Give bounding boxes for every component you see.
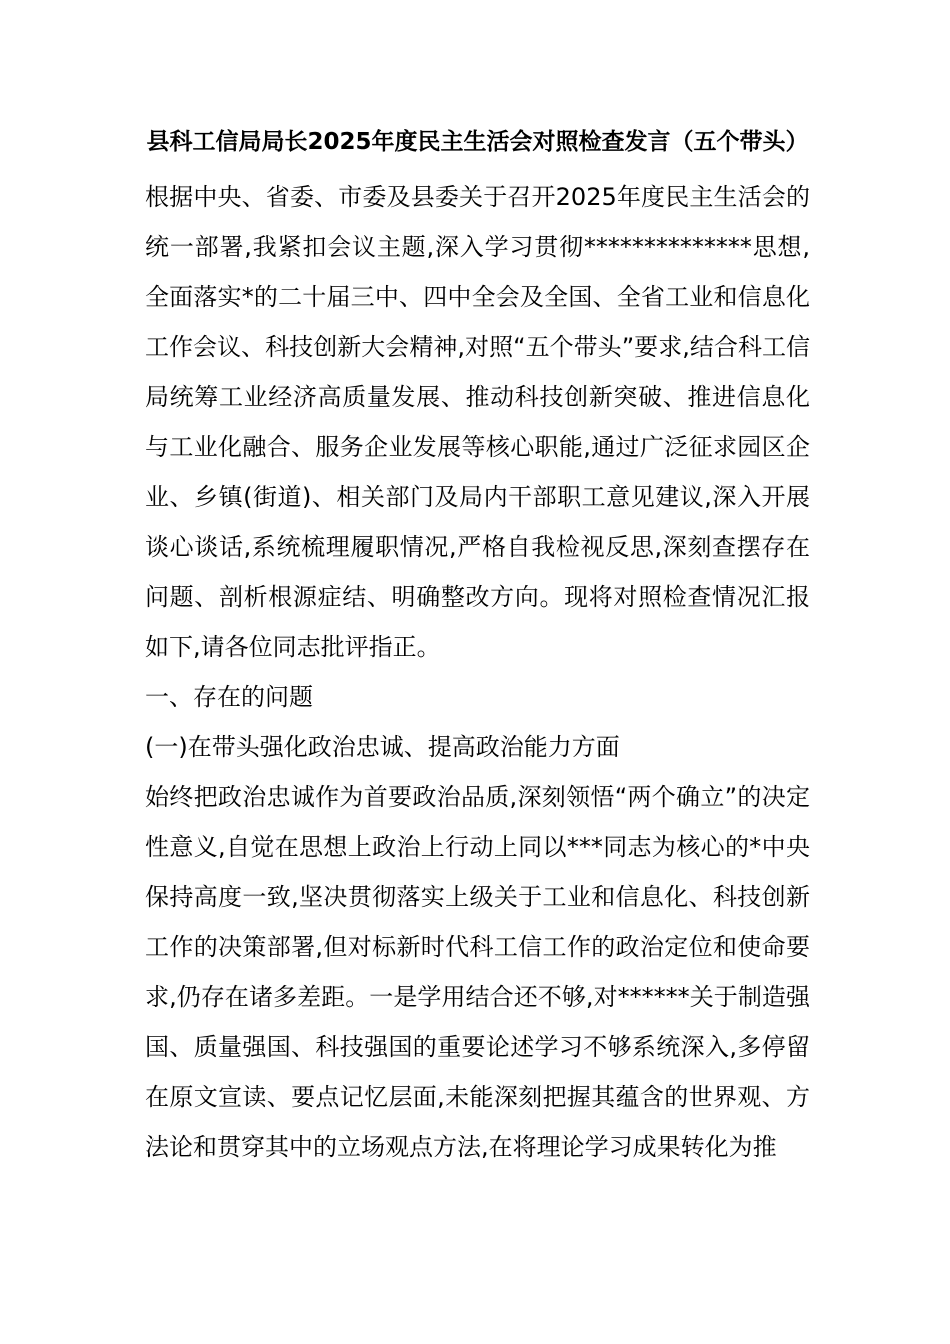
- intro-paragraph: 根据中央、省委、市委及县委关于召开2025年度民主生活会的统一部署,我紧扣会议主题,深入学习贯彻**************思想,全面落实*的二十届三中、四中全会及全国、全省工业和信息化工作会议、科技创新大会精神,对照“五个带头”要求,结合科工信局统筹工业经济高质量发展、推动科技创新突破、推进信息化与工业化融合、服务企业发展等核心职能,通过广泛征求园区企业、乡镇(街道)、相关部门及局内干部职工意见建议,深入开展谈心谈话,系统梳理履职情况,严格自我检视反思,深刻查摆存在问题、剖析根源症结、明确整改方向。现将对照检查情况汇报如下,请各位同志批评指正。: [145, 183, 810, 661]
- subsection-heading-political-loyalty: (一)在带头强化政治忠诚、提高政治能力方面: [145, 733, 620, 761]
- document-title: 县科工信局局长2025年度民主生活会对照检查发言（五个带头）: [146, 129, 809, 155]
- subsection-paragraph-political-loyalty: 始终把政治忠诚作为首要政治品质,深刻领悟“两个确立”的决定性意义,自觉在思想上政治上行动上同以***同志为核心的*中央保持高度一致,坚决贯彻落实上级关于工业和信息化、科技创新工作的决策部署,但对标新时代科工信工作的政治定位和使命要求,仍存在诸多差距。一是学用结合还不够,对******关于制造强国、质量强国、科技强国的重要论述学习不够系统深入,多停留在原文宣读、要点记忆层面,未能深刻把握其蕴含的世界观、方法论和贯穿其中的立场观点方法,在将理论学习成果转化为推: [145, 783, 810, 1161]
- document-page: [145, 118, 810, 1172]
- section-heading-problems: 一、存在的问题: [145, 683, 313, 711]
